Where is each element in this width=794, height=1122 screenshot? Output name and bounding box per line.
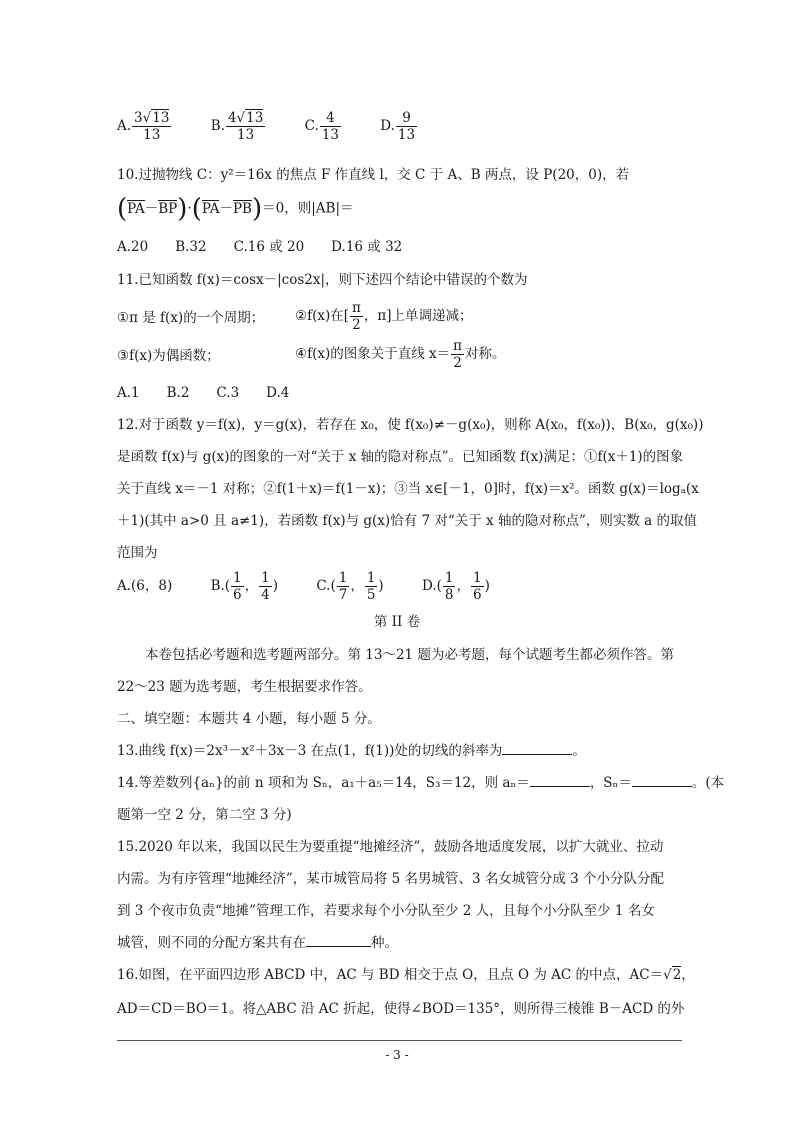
q12-option-c: C.( $\frac{1}{7}$ ， $\frac{1}{5}$ )	[316, 570, 384, 603]
q13: 13.曲线 f(x)＝2x³－x²＋3x－3 在点(1，f(1))处的切线的斜率为 。	[117, 743, 586, 759]
q15-line-4: 城管，则不同的分配方案共有在 种。	[117, 935, 398, 951]
q9-option-c: C. $\frac{4}{13}$	[304, 110, 339, 143]
q12-line-3: 关于直线 x＝－1 对称；②f(1＋x)＝f(1－x)；③当 x∈[－1，0]时，f(x)＝x²。函数 g(x)＝logₐ(x	[117, 481, 699, 497]
q14-line-2: 题第一空 2 分，第二空 3 分)	[117, 807, 292, 823]
q11-options: A.1 B.2 C.3 D.4	[117, 385, 290, 401]
part2-intro-line-1: 本卷包括必考题和选考题两部分。第 13～21 题为必考题，每个试题考生都必须作答。第	[145, 647, 674, 663]
q12-line-1: 12.对于函数 y＝f(x)，y＝g(x)，若存在 x₀，使 f(x₀)≠－g(x₀)，则称 A(x₀，f(x₀))，B(x₀，g(x₀))	[117, 417, 704, 433]
q14-line-1: 14.等差数列{aₙ}的前 n 项和为 Sₙ，a₁＋a₅＝14，S₃＝12，则 aₙ＝ ，Sₙ＝ 。(本	[117, 775, 725, 791]
q14-answer-blank-2[interactable]	[632, 773, 692, 787]
q9-option-b: B. $\frac{4√13}{13}$	[210, 110, 264, 143]
q16-line-2: AD＝CD＝BO＝1。将△ABC 沿 AC 折起，使得∠BOD＝135°，则所得三棱锥 B－ACD 的外	[117, 1001, 685, 1017]
footer-rule	[117, 1040, 682, 1041]
q10-options: A.20 B.32 C.16 或 20 D.16 或 32	[117, 239, 403, 255]
q12-option-b: B.( $\frac{1}{6}$ ， $\frac{1}{4}$ )	[210, 570, 279, 603]
section-heading: 二、填空题：本题共 4 小题，每小题 5 分。	[117, 711, 381, 727]
q12-options	[117, 570, 524, 603]
q15-line-1: 15.2020 年以来，我国以民生为要重提“地摊经济”，鼓励各地适度发展，以扩大就业、拉动	[117, 839, 664, 855]
q11-stem: 11.已知函数 f(x)＝cosx－|cos2x|，则下述四个结论中错误的个数为	[117, 272, 528, 288]
q12-line-2: 是函数 f(x)与 g(x)的图象的一对“关于 x 轴的隐对称点”。已知函数 f(x)满足：①f(x＋1)的图象	[117, 449, 684, 465]
q15-answer-blank[interactable]	[306, 933, 371, 947]
q10-stem: 10.过抛物线 C：y²＝16x 的焦点 F 作直线 l，交 C 于 A、B 两点，设 P(20，0)，若	[117, 167, 630, 183]
page-number: - 3 -	[385, 1048, 409, 1062]
q12-option-a: A.(6，8)	[117, 578, 173, 594]
part2-title: 第 II 卷	[373, 614, 421, 630]
q9-option-a: A. $\frac{3√13}{13}$	[117, 110, 170, 143]
q11-statement-2: ②f(x)在[ $\frac{\pi}{2}$ ，π]上单调递减；	[295, 300, 473, 333]
q12-line-4: ＋1)(其中 a>0 且 a≠1)，若函数 f(x)与 g(x)恰有 7 对“关于 x 轴的隐对称点”，则实数 a 的取值	[117, 513, 697, 529]
q11-statement-3: ③f(x)为偶函数；	[117, 348, 220, 364]
q9-options	[117, 110, 452, 143]
q11-statement-1: ①π 是 f(x)的一个周期；	[117, 310, 265, 326]
part2-intro-line-2: 22～23 题为选考题，考生根据要求作答。	[117, 679, 372, 695]
q14-answer-blank-1[interactable]	[530, 773, 590, 787]
q15-line-2: 内需。为有序管理“地摊经济”，某市城管局将 5 名男城管、3 名女城管分成 3 个小分队分配	[117, 871, 665, 887]
q10-vector-expr: (PA－BP)·(PA－PB)＝0，则|AB|＝	[117, 194, 354, 224]
q15-line-3: 到 3 个夜市负责“地摊”管理工作，若要求每个小分队至少 2 人，且每个小分队至少 1 名女	[117, 903, 655, 919]
q12-line-5: 范围为	[117, 545, 158, 561]
q16-line-1: 16.如图，在平面四边形 ABCD 中，AC 与 BD 相交于点 O，且点 O 为 AC 的中点，AC＝√2，	[117, 967, 695, 983]
q13-answer-blank[interactable]	[502, 741, 572, 755]
q12-option-d: D.( $\frac{1}{8}$ ， $\frac{1}{6}$ )	[421, 570, 490, 603]
q11-statement-4: ④f(x)的图象关于直线 x＝ $\frac{\pi}{2}$ 对称。	[295, 338, 506, 371]
q9-option-d: D. $\frac{9}{13}$	[380, 110, 416, 143]
